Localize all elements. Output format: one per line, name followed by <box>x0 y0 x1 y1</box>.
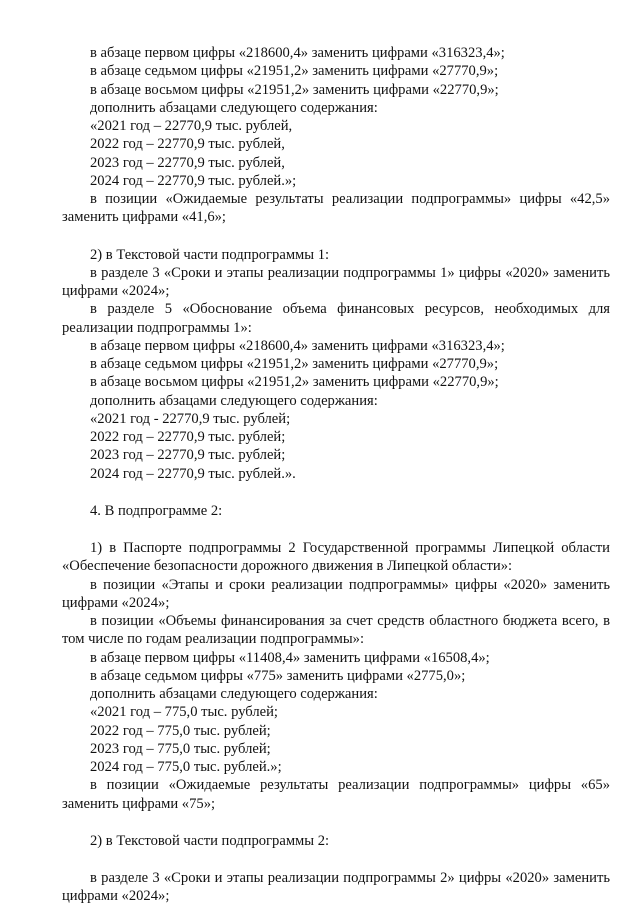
paragraph: в позиции «Объемы финансирования за счет средств областного бюджета всего, в том числе по годам реализации подпрограммы»: <box>62 613 610 648</box>
paragraph: «2021 год – 22770,9 тыс. рублей, <box>90 118 293 134</box>
paragraph: в позиции «Этапы и сроки реализации подпрограммы» цифры «2020» заменить цифрами «2024»; <box>62 576 610 611</box>
paragraph: в разделе 3 «Сроки и этапы реализации подпрограммы 1» цифры «2020» заменить цифрами «2024»; <box>62 264 610 299</box>
paragraph: 2022 год – 775,0 тыс. рублей; <box>90 722 271 739</box>
paragraph: в разделе 5 «Обоснование объема финансовых ресурсов, необходимых для реализации подпрограммы 1»: <box>62 301 610 336</box>
paragraph: 2) в Текстовой части подпрограммы 2: <box>90 832 330 849</box>
paragraph: в абзаце седьмом цифры «775» заменить цифрами «2775,0»; <box>90 667 466 684</box>
paragraph: 2024 год – 22770,9 тыс. рублей.». <box>90 465 296 482</box>
paragraph: в позиции «Ожидаемые результаты реализации подпрограммы» цифры «65» заменить цифрами «75»; <box>62 777 610 812</box>
paragraph: 2023 год – 775,0 тыс. рублей; <box>90 740 271 757</box>
paragraph: 2024 год – 22770,9 тыс. рублей.»; <box>90 172 297 189</box>
paragraph: в абзаце первом цифры «11408,4» заменить цифрами «16508,4»; <box>90 649 490 666</box>
paragraph: 2024 год – 775,0 тыс. рублей.»; <box>90 759 282 775</box>
document-page <box>62 44 610 906</box>
paragraph-spacer <box>62 520 610 539</box>
paragraph: дополнить абзацами следующего содержания: <box>90 99 378 116</box>
paragraph: 2023 год – 22770,9 тыс. рублей; <box>90 447 286 464</box>
paragraph: в абзаце первом цифры «218600,4» заменить цифрами «316323,4»; <box>90 337 505 354</box>
paragraph: 2) в Текстовой части подпрограммы 1: <box>90 246 330 263</box>
paragraph-spacer <box>62 483 610 502</box>
paragraph: «2021 год - 22770,9 тыс. рублей; <box>90 410 291 427</box>
paragraph: 4. В подпрограмме 2: <box>90 502 223 519</box>
paragraph: 2022 год – 22770,9 тыс. рублей; <box>90 429 286 445</box>
paragraph: в позиции «Ожидаемые результаты реализации подпрограммы» цифры «42,5» заменить цифрами «41,6»; <box>62 191 610 226</box>
paragraph: в абзаце седьмом цифры «21951,2» заменить цифрами «27770,9»; <box>90 63 499 80</box>
paragraph: в абзаце восьмом цифры «21951,2» заменить цифрами «22770,9»; <box>90 81 499 98</box>
paragraph: дополнить абзацами следующего содержания: <box>90 686 378 702</box>
paragraph: в разделе 3 «Сроки и этапы реализации подпрограммы 2» цифры «2020» заменить цифрами «2024»; <box>62 870 610 905</box>
paragraph-spacer <box>62 813 610 832</box>
paragraph: в абзаце первом цифры «218600,4» заменить цифрами «316323,4»; <box>90 45 505 61</box>
paragraph: «2021 год – 775,0 тыс. рублей; <box>90 704 278 721</box>
paragraph-spacer <box>62 850 610 869</box>
paragraph: 2023 год – 22770,9 тыс. рублей, <box>90 154 285 171</box>
paragraph: дополнить абзацами следующего содержания: <box>90 392 378 409</box>
paragraph: 1) в Паспорте подпрограммы 2 Государственной программы Липецкой области «Обеспечение безопасности дорожного движения в Липецкой области»: <box>62 540 610 575</box>
paragraph-spacer <box>62 227 610 246</box>
paragraph: 2022 год – 22770,9 тыс. рублей, <box>90 136 285 153</box>
paragraph: в абзаце восьмом цифры «21951,2» заменить цифрами «22770,9»; <box>90 374 499 391</box>
paragraph: в абзаце седьмом цифры «21951,2» заменить цифрами «27770,9»; <box>90 356 499 372</box>
